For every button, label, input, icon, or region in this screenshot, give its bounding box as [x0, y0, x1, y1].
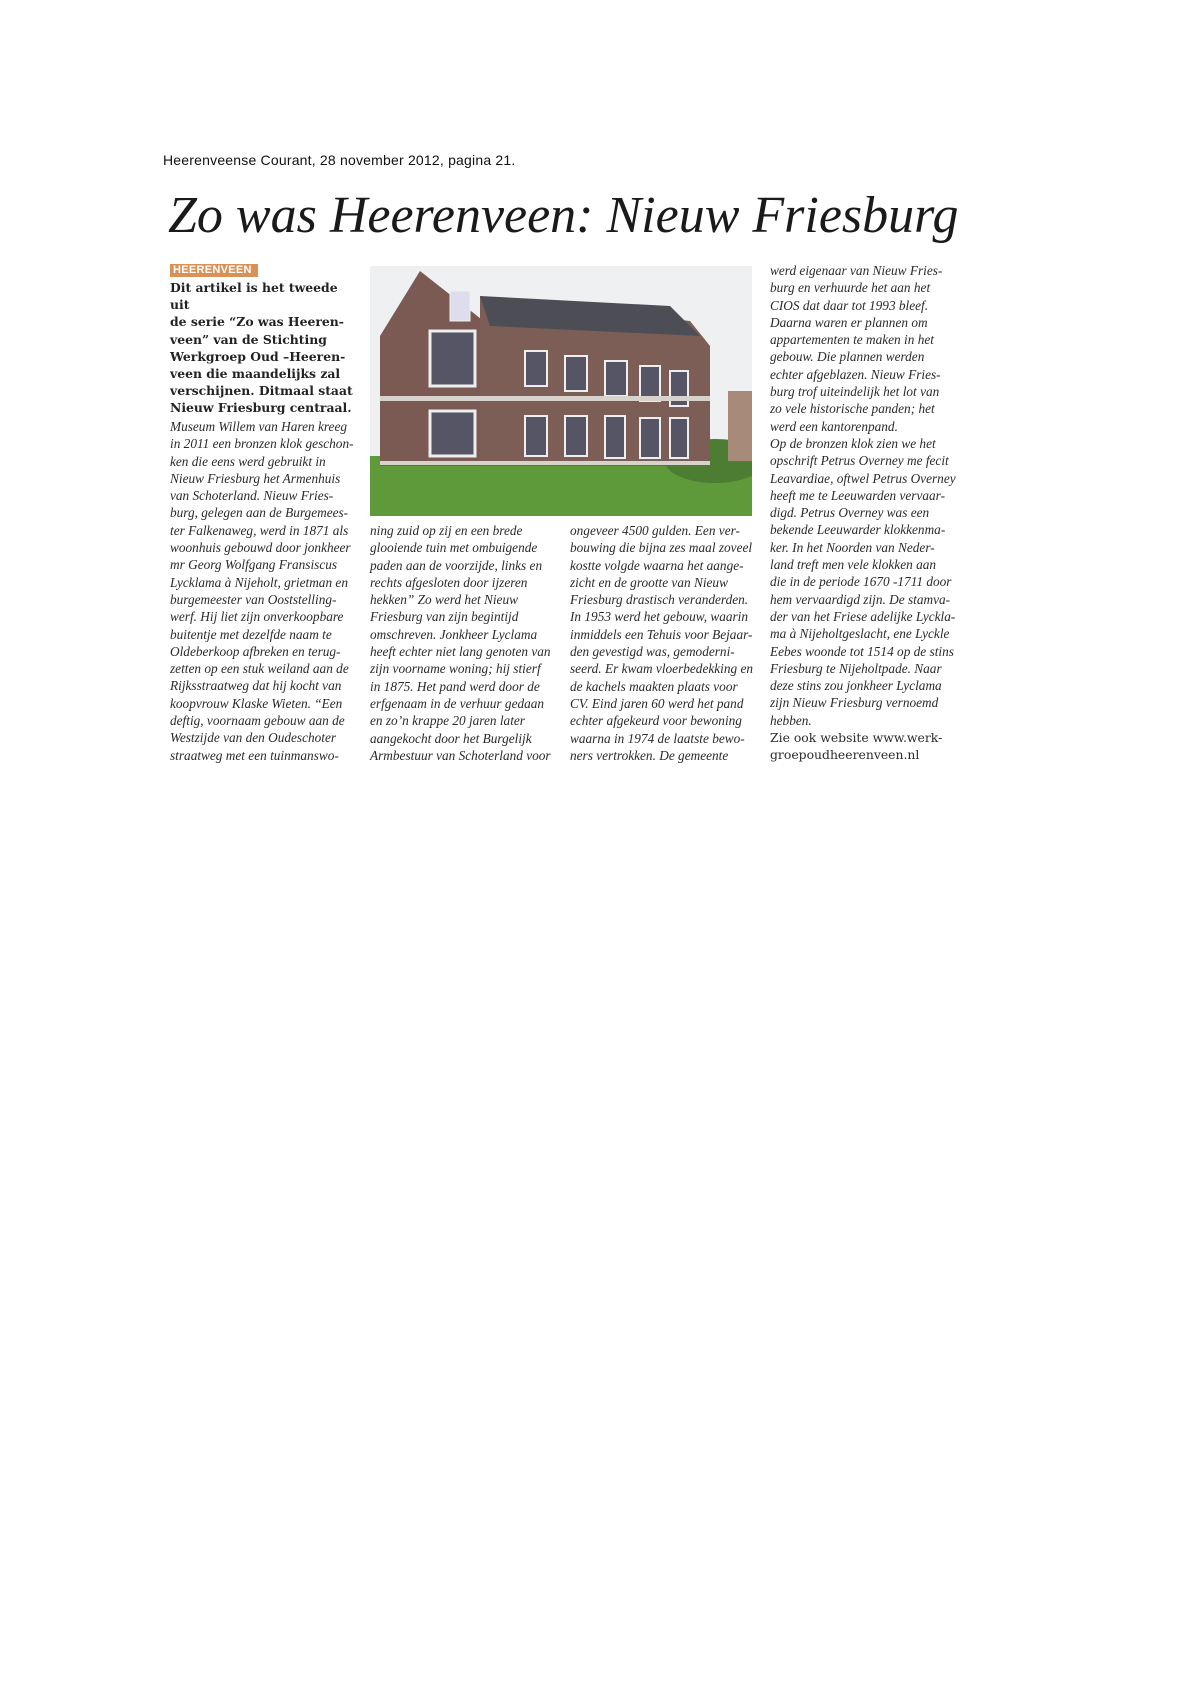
text-line: Nieuw Friesburg het Armenhuis: [170, 470, 341, 486]
text-line: ongeveer 4500 gulden. Een ver-: [570, 523, 740, 538]
text-line: zijn voorname woning; hij stierf: [370, 661, 541, 677]
text-line: waarna in 1974 de laatste bewo-: [570, 730, 745, 746]
text-line: ners vertrokken. De gemeente: [570, 747, 729, 763]
column-2: [370, 522, 560, 764]
text-line: werd eigenaar van Nieuw Fries-: [770, 263, 943, 278]
text-line: Eebes woonde tot 1514 op de stins: [770, 643, 954, 659]
column-1: [170, 418, 360, 764]
text-line: koopvrouw Klaske Wieten. “Een: [170, 695, 343, 711]
text-line: burg en verhuurde het aan het: [770, 280, 931, 296]
text-line: in 2011 een bronzen klok geschon-: [170, 436, 354, 452]
text-line: ma à Nijeholtgeslacht, ene Lyckle: [770, 626, 950, 642]
text-line: straatweg met een tuinmanswo-: [170, 747, 339, 763]
text-line: Armbestuur van Schoterland voor: [370, 747, 551, 763]
text-line: de kachels maakten plaats voor: [570, 678, 738, 694]
text-line: inmiddels een Tehuis voor Bejaar-: [570, 626, 753, 642]
text-line: buitentje met dezelfde naam te: [170, 626, 332, 642]
text-line: land treft men vele klokken aan: [770, 557, 937, 573]
text-line: burg, gelegen aan de Burgemees-: [170, 505, 349, 521]
text-line: CV. Eind jaren 60 werd het pand: [570, 695, 744, 711]
text-line: Leavardiae, oftwel Petrus Overney: [770, 470, 956, 486]
text-line: zetten op een stuk weiland aan de: [170, 661, 349, 677]
text-line: glooiende tuin met ombuigende: [370, 540, 538, 556]
text-line: ker. In het Noorden van Neder-: [770, 539, 935, 555]
text-line: Museum Willem van Haren kreeg: [170, 419, 347, 434]
text-line: verschijnen. Ditmaal staat: [170, 383, 353, 399]
text-line: paden aan de voorzijde, links en: [370, 557, 543, 573]
article-title: Zo was Heerenveen: Nieuw Friesburg: [168, 187, 959, 244]
text-line: werd een kantorenpand.: [770, 418, 898, 434]
text-line: Rijksstraatweg dat hij kocht van: [170, 678, 342, 694]
text-line: burgemeester van Ooststelling-: [170, 591, 337, 607]
article-lead: [170, 279, 360, 417]
text-line: Dit artikel is het tweede uit: [170, 280, 338, 313]
text-line: erfgenaam in de verhuur gedaan: [370, 695, 545, 711]
building-photo: [370, 266, 752, 516]
text-line: In 1953 werd het gebouw, waarin: [570, 609, 749, 625]
text-line: mr Georg Wolfgang Fransiscus: [170, 557, 338, 573]
text-line: rechts afgesloten door ijzeren: [370, 574, 528, 590]
text-line: hem vervaardigd zijn. De stamva-: [770, 591, 951, 607]
text-line: kostte volgde waarna het aange-: [570, 557, 744, 573]
text-line: Oldeberkoop afbreken en terug-: [170, 643, 341, 659]
text-line: echter afgekeurd voor bewoning: [570, 713, 742, 729]
text-line: deftig, voornaam gebouw aan de: [170, 713, 345, 729]
text-line: ter Falkenaweg, werd in 1871 als: [170, 522, 349, 538]
text-line: zicht en de grootte van Nieuw: [570, 574, 728, 590]
text-line: bouwing die bijna zes maal zoveel: [570, 540, 753, 556]
text-line: Friesburg te Nijeholtpade. Naar: [770, 660, 942, 676]
text-line: zijn Nieuw Friesburg vernoemd: [770, 695, 939, 711]
source-line: Heerenveense Courant, 28 november 2012, pagina 21.: [163, 152, 516, 168]
text-line: Friesburg van zijn begintijd: [370, 609, 519, 625]
text-line: Zie ook website www.werk-: [770, 730, 943, 746]
text-line: hekken” Zo werd het Nieuw: [370, 592, 518, 608]
text-line: de serie “Zo was Heeren-: [170, 314, 344, 330]
text-line: Daarna waren er plannen om: [770, 314, 928, 330]
text-line: woonhuis gebouwd door jonkheer: [170, 540, 351, 556]
text-line: gebouw. Die plannen werden: [770, 349, 925, 365]
text-line: hebben.: [770, 712, 812, 728]
text-line: burg trof uiteindelijk het lot van: [770, 384, 940, 400]
section-tag: HEERENVEEN: [170, 264, 258, 277]
text-line: werf. Hij liet zijn onverkoopbare: [170, 609, 344, 625]
text-line: aangekocht door het Burgelijk: [370, 730, 532, 746]
text-line: bekende Leeuwarder klokkenma-: [770, 522, 946, 538]
text-line: CIOS dat daar tot 1993 bleef.: [770, 297, 929, 313]
text-line: die in de periode 1670 -1711 door: [770, 574, 952, 590]
text-line: Westzijde van den Oudeschoter: [170, 730, 337, 746]
text-line: Werkgroep Oud –Heeren-: [170, 348, 346, 364]
text-line: zo vele historische panden; het: [770, 401, 935, 417]
text-line: opschrift Petrus Overney me fecit: [770, 453, 949, 469]
text-line: echter afgeblazen. Nieuw Fries-: [770, 366, 941, 382]
text-line: ken die eens werd gebruikt in: [170, 453, 326, 469]
text-line: Op de bronzen klok zien we het: [770, 435, 936, 451]
text-line: Lycklama à Nijeholt, grietman en: [170, 574, 348, 590]
text-line: en zo’n krappe 20 jaren later: [370, 713, 525, 729]
column-4: [770, 262, 960, 764]
text-line: heeft echter niet lang genoten van: [370, 644, 551, 660]
text-line: veen die maandelijks zal: [170, 366, 341, 382]
text-line: deze stins zou jonkheer Lyclama: [770, 678, 942, 694]
column-3: [570, 522, 760, 764]
text-line: in 1875. Het pand werd door de: [370, 678, 540, 694]
text-line: veen” van de Stichting: [170, 331, 327, 347]
text-line: ning zuid op zij en een brede: [370, 523, 523, 538]
text-line: den gevestigd was, gemoderni-: [570, 644, 735, 660]
text-line: omschreven. Jonkheer Lyclama: [370, 626, 538, 642]
text-line: seerd. Er kwam vloerbedekking en: [570, 661, 754, 677]
text-line: appartementen te maken in het: [770, 332, 934, 348]
text-line: Nieuw Friesburg centraal.: [170, 400, 352, 416]
text-line: digd. Petrus Overney was een: [770, 505, 930, 521]
text-line: groepoudheerenveen.nl: [770, 747, 920, 763]
text-line: van Schoterland. Nieuw Fries-: [170, 488, 334, 504]
text-line: der van het Friese adelijke Lyckla-: [770, 608, 956, 624]
text-line: Friesburg drastisch veranderden.: [570, 592, 749, 608]
text-line: heeft me te Leeuwarden vervaar-: [770, 487, 945, 503]
